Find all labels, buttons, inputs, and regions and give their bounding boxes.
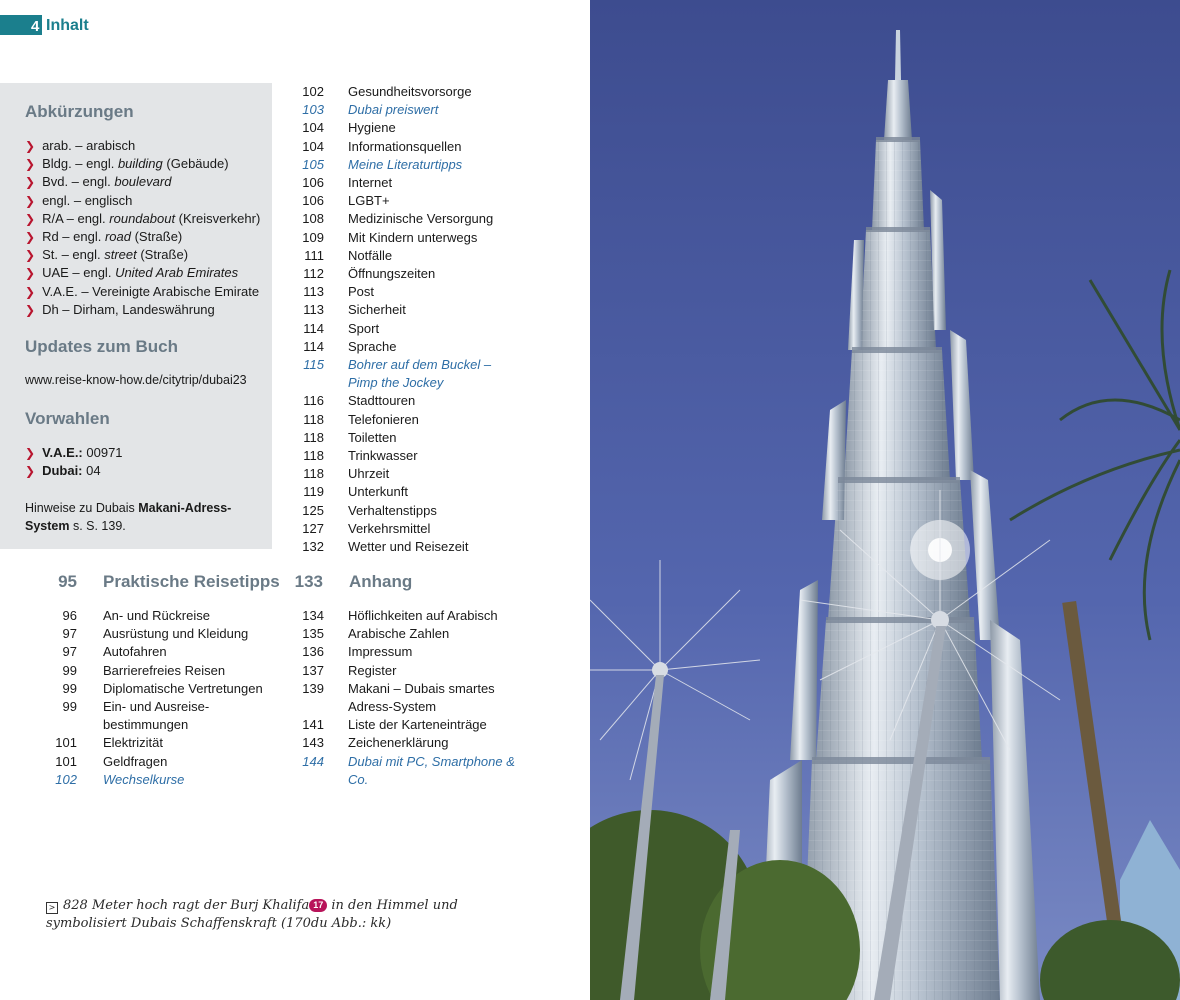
toc-entry[interactable] bbox=[290, 447, 518, 465]
bullet-arrow-icon: ❯ bbox=[25, 229, 36, 244]
toc-entry[interactable] bbox=[290, 138, 518, 156]
toc-page-number: 132 bbox=[302, 539, 324, 555]
toc-page-number: 113 bbox=[303, 302, 324, 318]
toc-entry-label: Höflichkeiten auf Arabisch bbox=[348, 608, 498, 623]
toc-entry[interactable] bbox=[290, 101, 518, 119]
toc-praktische-reisetipps bbox=[40, 607, 273, 789]
toc-entry-label: Sprache bbox=[348, 338, 397, 354]
toc-entry[interactable] bbox=[290, 662, 518, 680]
toc-page-number: 99 bbox=[62, 662, 77, 678]
toc-page-number: 101 bbox=[55, 753, 77, 769]
dial-code-value: 04 bbox=[82, 463, 101, 479]
toc-entry-label: Arabische Zahlen bbox=[348, 626, 450, 642]
toc-entry-label: Notfälle bbox=[348, 247, 393, 263]
toc-entry-label: Internet bbox=[348, 175, 393, 191]
toc-entry-label: Autofahren bbox=[103, 644, 167, 660]
toc-entry-label: Medizinische Versorgung bbox=[348, 211, 494, 227]
toc-entry[interactable] bbox=[290, 247, 518, 265]
toc-entry-label: Ein- und Ausreise-bestimmungen bbox=[103, 699, 210, 733]
toc-page-number: 101 bbox=[55, 735, 77, 751]
toc-page-number: 144 bbox=[302, 753, 324, 769]
toc-entry[interactable] bbox=[290, 680, 518, 716]
toc-entry[interactable] bbox=[290, 538, 518, 556]
toc-entry[interactable] bbox=[290, 301, 518, 319]
map-reference-badge: 17 bbox=[309, 899, 327, 912]
toc-entry-label: Meine Literaturtipps bbox=[348, 156, 463, 172]
bullet-arrow-icon: ❯ bbox=[25, 248, 36, 263]
abbreviation-item bbox=[25, 301, 270, 319]
dial-codes-heading: Vorwahlen bbox=[25, 409, 110, 428]
toc-entry[interactable] bbox=[290, 753, 518, 789]
toc-entry-label: Verkehrsmittel bbox=[348, 520, 431, 536]
toc-entry[interactable] bbox=[290, 502, 518, 520]
toc-entry[interactable] bbox=[290, 520, 518, 538]
abbreviation-item bbox=[25, 283, 270, 301]
makani-note-bold: Makani-Adress-System bbox=[25, 501, 232, 533]
toc-page-number: 106 bbox=[302, 193, 324, 209]
toc-page-number: 105 bbox=[302, 156, 324, 172]
toc-entry[interactable] bbox=[290, 483, 518, 501]
abbreviation-item bbox=[25, 246, 270, 264]
abbreviation-text: United Arab Emirates bbox=[115, 265, 239, 281]
updates-heading: Updates zum Buch bbox=[25, 337, 179, 356]
bullet-arrow-icon: ❯ bbox=[25, 139, 36, 153]
caption-text-continued: in den Himmel und symbolisiert Dubais Schaffenskraft (170du Abb.: kk) bbox=[46, 898, 458, 931]
toc-page-number: 118 bbox=[303, 429, 324, 445]
abbreviation-text: (Kreisverkehr) bbox=[175, 210, 261, 226]
toc-entry[interactable] bbox=[40, 753, 273, 771]
abbreviation-item bbox=[25, 228, 270, 246]
toc-entry[interactable] bbox=[40, 607, 273, 625]
abbreviation-text: engl. – englisch bbox=[42, 192, 133, 208]
toc-entry-label: Informationsquellen bbox=[348, 138, 462, 154]
toc-entry-label: Barrierefreies Reisen bbox=[103, 662, 226, 678]
toc-entry[interactable] bbox=[290, 283, 518, 301]
toc-entry-label: Register bbox=[348, 662, 397, 678]
toc-page-number: 135 bbox=[302, 626, 324, 642]
toc-page-number: 96 bbox=[62, 608, 77, 623]
abbreviation-text: UAE – engl. bbox=[42, 265, 116, 281]
abbreviation-text: Bldg. – engl. bbox=[42, 156, 118, 172]
toc-entry[interactable] bbox=[290, 465, 518, 483]
page-title: Inhalt bbox=[46, 17, 89, 34]
toc-entry[interactable] bbox=[290, 429, 518, 447]
toc-entry-label: Gesundheitsvorsorge bbox=[348, 84, 472, 99]
toc-page-number: 99 bbox=[62, 699, 77, 715]
toc-page-number: 143 bbox=[302, 735, 324, 751]
toc-page-number: 114 bbox=[303, 320, 324, 336]
toc-page-number: 118 bbox=[303, 448, 324, 464]
abbreviation-text: (Straße) bbox=[130, 228, 183, 244]
bullet-arrow-icon: ❯ bbox=[25, 464, 36, 479]
abbreviation-text: Dh – Dirham, Landeswährung bbox=[42, 301, 215, 317]
toc-page-number: 125 bbox=[302, 502, 324, 518]
toc-entry-label: Uhrzeit bbox=[348, 466, 390, 482]
toc-entry[interactable] bbox=[290, 229, 518, 247]
abbreviation-text: R/A – engl. bbox=[42, 210, 110, 226]
abbreviation-item bbox=[25, 155, 270, 173]
toc-entry-label: An- und Rückreise bbox=[103, 608, 210, 623]
photo-pointer-icon: > bbox=[46, 902, 58, 914]
toc-page-number: 111 bbox=[304, 247, 324, 263]
bullet-arrow-icon: ❯ bbox=[25, 157, 36, 172]
toc-page-number: 104 bbox=[302, 138, 324, 154]
burj-khalifa-photo bbox=[590, 0, 1180, 1000]
info-box bbox=[0, 83, 272, 549]
toc-entry-label: Ausrüstung und Kleidung bbox=[103, 626, 249, 642]
toc-page-number: 112 bbox=[303, 266, 324, 282]
toc-page-number: 136 bbox=[302, 644, 324, 660]
toc-entry-label: Toiletten bbox=[348, 429, 397, 445]
toc-page-number: 137 bbox=[302, 662, 324, 678]
toc-entry[interactable] bbox=[40, 625, 273, 643]
makani-note-text: Hinweise zu Dubais bbox=[25, 501, 139, 515]
dial-code-label: V.A.E.: bbox=[42, 445, 83, 460]
toc-page-number: 119 bbox=[303, 484, 324, 500]
section-number: 133 bbox=[294, 572, 323, 591]
toc-entry-label: Impressum bbox=[348, 644, 413, 660]
bullet-arrow-icon: ❯ bbox=[25, 211, 36, 226]
abbreviation-text: building bbox=[117, 156, 163, 172]
toc-page-number: 103 bbox=[302, 102, 324, 118]
toc-entry[interactable] bbox=[290, 265, 518, 283]
abbreviation-item bbox=[25, 210, 270, 228]
toc-entry[interactable] bbox=[290, 83, 518, 101]
abbreviation-item bbox=[25, 137, 270, 155]
abbreviation-text: St. – engl. bbox=[42, 247, 105, 263]
toc-entry[interactable] bbox=[290, 356, 518, 392]
abbreviation-text: road bbox=[104, 228, 131, 244]
toc-entry-label: Bohrer auf dem Buckel – Pimp the Jockey bbox=[348, 357, 492, 391]
toc-entry-label: Hygiene bbox=[348, 120, 396, 136]
toc-entry-label: Trinkwasser bbox=[348, 448, 418, 464]
toc-entry[interactable] bbox=[290, 734, 518, 752]
toc-entry-label: Elektrizität bbox=[103, 735, 163, 751]
toc-page-number: 116 bbox=[303, 393, 324, 409]
toc-entry[interactable] bbox=[290, 392, 518, 410]
bullet-arrow-icon: ❯ bbox=[25, 193, 36, 208]
bullet-arrow-icon: ❯ bbox=[25, 446, 36, 460]
abbreviation-text: Rd – engl. bbox=[42, 228, 105, 244]
abbreviation-list bbox=[25, 137, 270, 319]
makani-note bbox=[25, 499, 265, 535]
toc-entry[interactable] bbox=[290, 320, 518, 338]
toc-entry[interactable] bbox=[290, 643, 518, 661]
toc-entry[interactable] bbox=[290, 716, 518, 734]
dial-code-item bbox=[25, 444, 123, 462]
toc-entry-label: Diplomatische Vertretungen bbox=[103, 680, 263, 696]
bullet-arrow-icon: ❯ bbox=[25, 284, 36, 299]
toc-entry[interactable] bbox=[290, 210, 518, 228]
toc-page-number: 141 bbox=[302, 717, 324, 733]
abbreviation-text: Bvd. – engl. bbox=[42, 174, 115, 190]
section-title: Anhang bbox=[349, 572, 413, 591]
toc-page-number: 109 bbox=[302, 229, 324, 245]
toc-entry-label: Sicherheit bbox=[348, 302, 406, 318]
abbreviation-text: (Gebäude) bbox=[162, 156, 229, 172]
toc-page-number: 108 bbox=[302, 211, 324, 227]
toc-entry[interactable] bbox=[40, 680, 273, 698]
dial-code-value: 00971 bbox=[82, 445, 123, 460]
toc-entry[interactable] bbox=[290, 174, 518, 192]
toc-entry[interactable] bbox=[290, 119, 518, 137]
toc-page-number: 104 bbox=[302, 120, 324, 136]
toc-entry-label: Verhaltenstipps bbox=[348, 502, 437, 518]
toc-entry[interactable] bbox=[290, 411, 518, 429]
dial-code-label: Dubai: bbox=[42, 463, 83, 479]
bullet-arrow-icon: ❯ bbox=[25, 302, 36, 317]
toc-entry[interactable] bbox=[290, 625, 518, 643]
toc-entry-label: Stadttouren bbox=[348, 393, 416, 409]
toc-entry-label: Wetter und Reisezeit bbox=[348, 539, 469, 555]
toc-entry-label: Zeichenerklärung bbox=[348, 735, 449, 751]
section-title: Praktische Reisetipps bbox=[103, 572, 280, 591]
toc-entry-label: Sport bbox=[348, 320, 380, 336]
abbreviation-text: V.A.E. – Vereinigte Arabische Emirate bbox=[42, 283, 260, 299]
abbreviation-text: arab. – arabisch bbox=[42, 138, 136, 153]
toc-entry-label: Mit Kindern unterwegs bbox=[348, 229, 478, 245]
abbreviation-text: street bbox=[104, 247, 137, 263]
toc-continuation-list bbox=[290, 83, 518, 556]
abbreviation-item bbox=[25, 192, 270, 210]
abbreviation-text: boulevard bbox=[114, 174, 172, 190]
toc-page-number: 102 bbox=[55, 771, 77, 787]
toc-entry[interactable] bbox=[290, 156, 518, 174]
toc-page-number: 99 bbox=[62, 680, 77, 696]
bullet-arrow-icon: ❯ bbox=[25, 175, 36, 190]
toc-entry[interactable] bbox=[290, 338, 518, 356]
toc-anhang bbox=[290, 607, 518, 789]
toc-entry[interactable] bbox=[40, 734, 273, 752]
abbreviation-item bbox=[25, 264, 270, 282]
toc-entry-label: Liste der Karteneinträge bbox=[348, 717, 487, 733]
bullet-arrow-icon: ❯ bbox=[25, 266, 36, 281]
toc-page-number: 118 bbox=[303, 411, 324, 427]
toc-page-number: 139 bbox=[302, 680, 324, 696]
dial-code-item bbox=[25, 462, 123, 480]
toc-entry-label: Wechselkurse bbox=[103, 771, 185, 787]
toc-page-number: 134 bbox=[302, 608, 324, 623]
toc-page-number: 97 bbox=[62, 626, 77, 642]
toc-entry[interactable] bbox=[40, 698, 273, 734]
makani-note-ref: s. S. 139. bbox=[69, 519, 126, 533]
toc-entry-label: Dubai mit PC, Smartphone & Co. bbox=[348, 753, 515, 787]
toc-entry-label: Geldfragen bbox=[103, 753, 168, 769]
section-number: 95 bbox=[58, 572, 77, 591]
page-number: 4 bbox=[31, 18, 40, 35]
abbreviation-text: (Straße) bbox=[136, 247, 189, 263]
toc-entry-label: Post bbox=[348, 284, 375, 300]
toc-page-number: 118 bbox=[303, 466, 324, 482]
photo-caption bbox=[46, 897, 526, 933]
toc-page-number: 127 bbox=[302, 520, 324, 536]
toc-entry[interactable] bbox=[40, 643, 273, 661]
toc-entry[interactable] bbox=[290, 192, 518, 210]
abbreviation-text: roundabout bbox=[109, 210, 176, 226]
abbreviation-item bbox=[25, 173, 270, 191]
caption-text: 828 Meter hoch ragt der Burj Khalifa bbox=[63, 898, 310, 913]
toc-entry-label: Telefonieren bbox=[348, 411, 419, 427]
toc-page-number: 97 bbox=[62, 644, 77, 660]
updates-link[interactable]: www.reise-know-how.de/citytrip/dubai23 bbox=[25, 373, 247, 387]
toc-page-number: 113 bbox=[303, 284, 324, 300]
toc-entry-label: Makani – Dubais smartes Adress-System bbox=[348, 680, 495, 715]
toc-entry[interactable] bbox=[40, 771, 273, 789]
toc-entry[interactable] bbox=[40, 662, 273, 680]
toc-page-number: 115 bbox=[303, 357, 324, 373]
toc-page-number: 102 bbox=[302, 84, 324, 99]
toc-entry-label: Unterkunft bbox=[348, 484, 408, 500]
abbreviations-heading: Abkürzungen bbox=[25, 102, 134, 121]
toc-entry-label: LGBT+ bbox=[348, 193, 390, 209]
dial-code-list bbox=[25, 444, 123, 480]
toc-page-number: 106 bbox=[302, 175, 324, 191]
toc-entry-label: Dubai preiswert bbox=[348, 102, 439, 118]
toc-entry-label: Öffnungszeiten bbox=[348, 266, 436, 282]
toc-page-number: 114 bbox=[303, 338, 324, 354]
toc-entry[interactable] bbox=[290, 607, 518, 625]
